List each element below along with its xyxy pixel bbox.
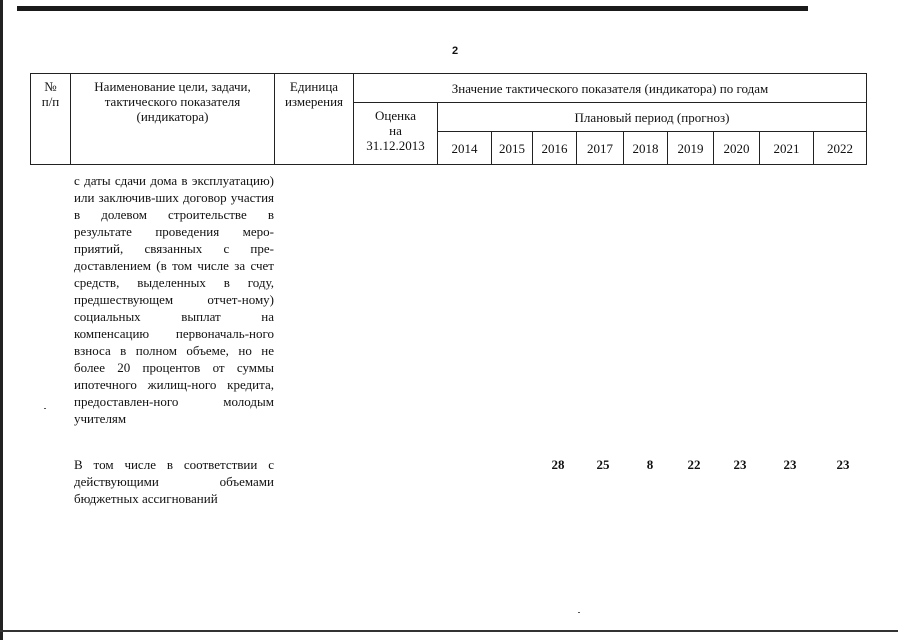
- header-values-label: Значение тактического показателя (индикатора) по годам: [451, 80, 769, 96]
- year-label: 2014: [451, 140, 478, 156]
- header-num-label: № п/п: [41, 79, 60, 109]
- header-unit-cell: [275, 74, 354, 165]
- header-estimate-cell: [354, 103, 438, 165]
- year-cell: [668, 132, 714, 165]
- header-values-cell: [354, 74, 867, 103]
- header-plan-label: Плановый период (прогноз): [574, 109, 730, 125]
- year-label: 2020: [723, 140, 750, 156]
- header-unit-label: Единица измерения: [284, 79, 344, 109]
- indicator-description: с даты сдачи дома в эксплуатацию) или заключив-ших договор участия в долевом строительстве в результате проведения меро-приятий, связанных с пре-доставлением (в том числе за счет средств, выделенных в году, предшествующем отчет-ному) социальных выплат на компенсацию первоначаль-ного взноса в полном объеме, но не более 20 процентов от суммы ипотечного жилищ-ного кредита, предоставлен-ного молодым учителям: [74, 173, 274, 426]
- value-2022: 23: [836, 457, 850, 472]
- year-cell: [533, 132, 577, 165]
- header-num-cell: [31, 74, 71, 165]
- scan-left-edge: [0, 0, 3, 640]
- header-name-cell: [71, 74, 275, 165]
- page-number: 2: [451, 45, 459, 57]
- value-2016: 28: [551, 457, 565, 472]
- year-label: 2019: [677, 140, 704, 156]
- header-estimate-label: Оценка на 31.12.2013: [366, 108, 425, 153]
- value-2019: 22: [687, 457, 701, 472]
- indicator-budget-description: В том числе в соответствии с действующими объемами бюджетных ассигнований: [74, 457, 274, 506]
- year-label: 2015: [499, 140, 525, 156]
- year-cell: [624, 132, 668, 165]
- scan-speck: [578, 612, 580, 613]
- year-cell: [814, 132, 867, 165]
- year-label: 2018: [632, 140, 659, 156]
- value-2021: 23: [783, 457, 797, 472]
- year-cell: [492, 132, 533, 165]
- scan-top-edge: [17, 6, 808, 11]
- value-2018: 8: [646, 457, 654, 472]
- header-table: [30, 73, 867, 165]
- header-plan-cell: [438, 103, 867, 132]
- year-cell: [714, 132, 760, 165]
- value-2020: 23: [733, 457, 747, 472]
- year-cell: [577, 132, 624, 165]
- header-name-label: Наименование цели, задачи, тактического показателя (индикатора): [94, 79, 251, 124]
- value-2017: 25: [596, 457, 610, 472]
- year-cell: [438, 132, 492, 165]
- year-label: 2017: [587, 140, 613, 156]
- scan-speck: [44, 408, 46, 409]
- scan-bottom-edge: [0, 630, 898, 632]
- year-cell: [760, 132, 814, 165]
- year-label: 2022: [827, 140, 853, 156]
- year-label: 2016: [541, 140, 568, 156]
- year-label: 2021: [773, 140, 800, 156]
